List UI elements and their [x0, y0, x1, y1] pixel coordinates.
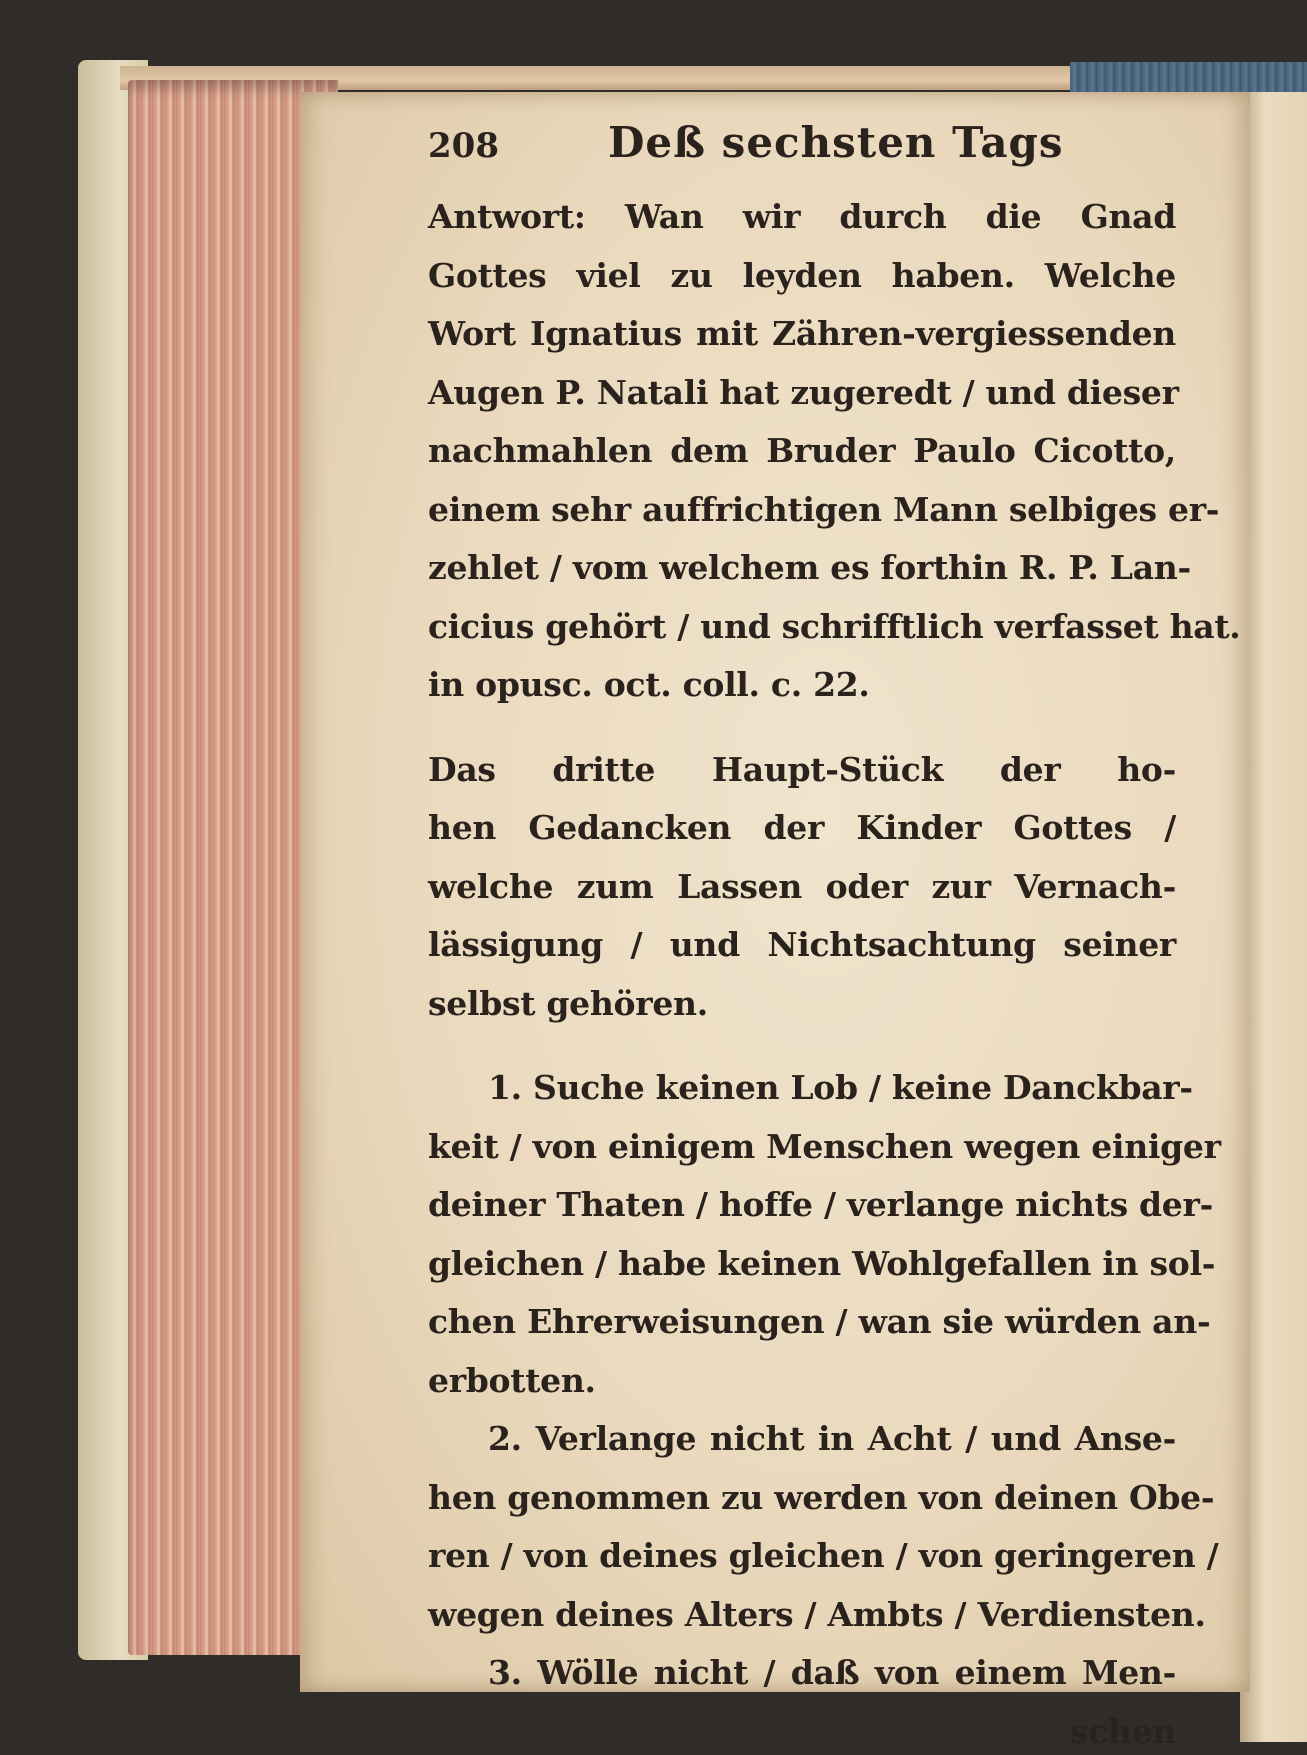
numbered-precepts — [428, 1059, 1221, 1755]
heading-line: hen Gedancken der Kinder Gottes / — [428, 808, 1176, 847]
section-heading — [428, 741, 1176, 1034]
paragraph-answer — [428, 188, 1241, 715]
text-line: wegen deines Alters / Ambts / Verdiensten. — [428, 1594, 1206, 1634]
text-line: zehlet / vom welchem es forthin R. P. Lan- — [428, 548, 1191, 587]
text-line: Augen P. Natali hat zugeredt / und dieser — [428, 372, 1179, 412]
text-line: 1. Suche keinen Lob / keine Danckbar- — [488, 1068, 1193, 1107]
text-line: erbotten. — [428, 1360, 596, 1400]
text-line: nachmahlen dem Bruder Paulo Cicotto, — [428, 431, 1176, 470]
book-spine — [1070, 62, 1307, 96]
page-text — [428, 118, 1241, 1755]
text-line: 2. Verlange nicht in Acht / und Anse- — [488, 1419, 1176, 1458]
text-line: 3. Wölle nicht / daß von einem Men- — [488, 1653, 1176, 1692]
text-line: gleichen / habe keinen Wohlgefallen in sol- — [428, 1243, 1216, 1283]
catchword: schen — [1069, 1711, 1176, 1751]
text-line: Wort Ignatius mit Zähren-vergiessenden — [428, 314, 1176, 353]
heading-line: welche zum Lassen oder zur Vernach- — [428, 866, 1176, 906]
text-line: Antwort: Wan wir durch die Gnad — [428, 197, 1176, 236]
text-line: einem sehr auffrichtigen Mann selbiges er- — [428, 489, 1220, 529]
heading-line: Das dritte Haupt-Stück der ho- — [428, 749, 1176, 789]
heading-line: selbst gehören. — [428, 983, 708, 1023]
text-line: Gottes viel zu leyden haben. Welche — [428, 255, 1176, 295]
running-head — [428, 118, 1176, 188]
text-line: deiner Thaten / hoffe / verlange nichts der- — [428, 1185, 1213, 1224]
text-line: chen Ehrerweisungen / wan sie würden an- — [428, 1302, 1211, 1341]
page-number: 208 — [428, 126, 499, 166]
text-line: keit / von einigem Menschen wegen einiger — [428, 1126, 1221, 1166]
running-title: Deß sechsten Tags — [608, 118, 1064, 167]
citation-line: in opusc. oct. coll. c. 22. — [428, 665, 870, 704]
text-line: cicius gehört / und schrifftlich verfasset hat. — [428, 606, 1241, 646]
text-line: hen genommen zu werden von deinen Obe- — [428, 1477, 1215, 1517]
text-line: ren / von deines gleichen / von geringeren / — [428, 1536, 1219, 1575]
facing-page — [1240, 92, 1307, 1742]
heading-line: lässigung / und Nichtsachtung seiner — [428, 925, 1176, 964]
